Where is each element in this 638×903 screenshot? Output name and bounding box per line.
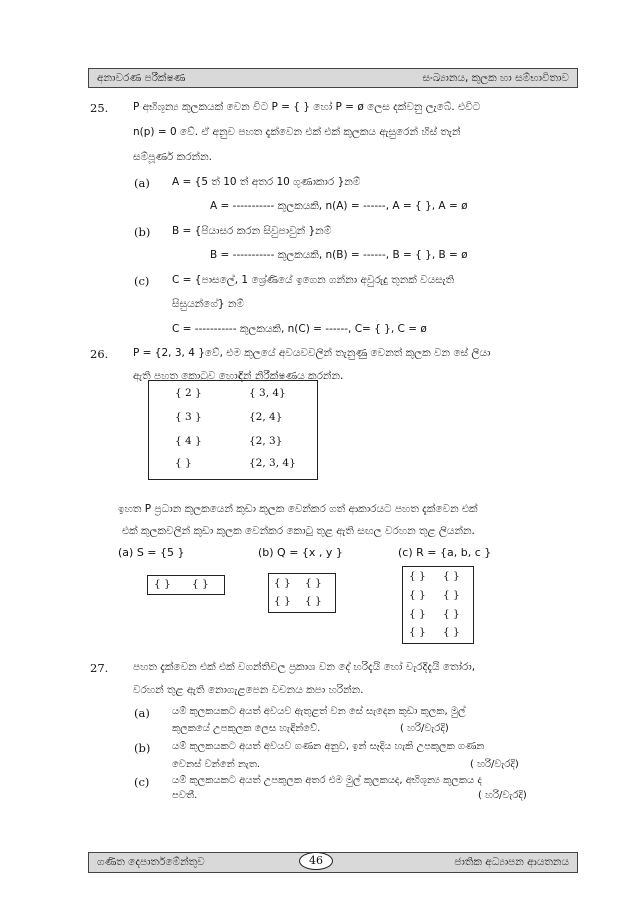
header-right: සංඛ්‍යානය, කුලක හා සම්භාවිතාව xyxy=(422,72,569,84)
q26-number: 26. xyxy=(90,347,109,361)
q25-b-line1: B = {පියාසර කරන සිවුපාවුන් }නම් xyxy=(172,225,332,237)
answer-slot[interactable]: { } xyxy=(192,578,209,590)
answer-slot[interactable]: { } xyxy=(443,589,460,601)
q26-line1: P = {2, 3, 4 }වේ, එම කුලයේ අවයවවලින් තැනුණු වෙනත් කුලක වන සේ ලියා xyxy=(133,347,491,359)
table-cell: { } xyxy=(175,457,192,469)
answer-slot[interactable]: { } xyxy=(409,589,426,601)
q26-para-line2: එක් කුලකවලින් කුඩා කුලක වෙන්කර කොටු තුළ ඇති සඟල වරහන තුළ ලියන්න. xyxy=(122,525,475,537)
answer-slot[interactable]: { } xyxy=(274,595,291,607)
answer-slot[interactable]: { } xyxy=(154,578,171,590)
answer-slot[interactable]: { } xyxy=(443,570,460,582)
header-left: අනාවරණ පරීක්ෂණ xyxy=(97,72,186,84)
q25-a-line2: A = ----------- කුලකයකි, n(A) = ------, A = { }, A = ø xyxy=(210,200,468,212)
table-cell: { 3 } xyxy=(175,411,202,423)
part-a-label: (a) S = {5 } xyxy=(118,546,185,559)
q27-c-line2: පවතී. xyxy=(172,790,198,801)
part-c-label: (c) R = {a, b, c } xyxy=(398,546,492,559)
q25-intro-line1: P අභිශූන්‍ය කුලකයක් වෙන විට P = { } හෝ P = ø ලෙස දක්වනු ලැබේ. එවිට xyxy=(133,101,481,113)
answer-slot[interactable]: { } xyxy=(443,626,460,638)
q27-a-line1: යම් කුලකයකට අයත් අවයව ඇතුළත් වන සේ සැදෙන කුඩා කුලක, මුල් xyxy=(172,706,466,717)
footer-left: ගණිත දෙපාර්තමේන්තුව xyxy=(97,856,205,868)
q25-c-line3: C = ----------- කුලකයකි, n(C) = ------, C= { }, C = ø xyxy=(172,323,427,335)
header-band xyxy=(88,68,578,88)
q26-line2: ඇති පහත කොටුව හොඳින් නිරීක්ෂණය කරන්න. xyxy=(133,370,344,382)
part-b-answer-box[interactable] xyxy=(268,573,336,613)
q27-b-line1: යම් කුලකයකට අයත් අවයව ගණන අනුව, ඉන් සෑදිය හැකි උපකුලක ගණන xyxy=(172,741,485,752)
q27-number: 27. xyxy=(90,661,109,675)
q27-c-label: (c) xyxy=(134,775,150,789)
footer-band xyxy=(88,852,578,873)
table-cell: {2, 3, 4} xyxy=(249,457,296,469)
q27-a-answer[interactable]: ( හරි/වැරදි) xyxy=(400,723,449,734)
subsets-table xyxy=(148,380,318,480)
q25-c-line2: සිසුයන්ගේ} නම් xyxy=(172,298,244,310)
q25-intro-line3: සම්පූර්ණ කරන්න. xyxy=(133,151,212,163)
q25-b-line2: B = ----------- කුලකයකි, n(B) = ------, B = { }, B = ø xyxy=(210,249,468,261)
q25-b-label: (b) xyxy=(134,225,151,239)
q27-b-label: (b) xyxy=(134,741,151,755)
q27-c-answer[interactable]: ( හරි/වැරදි) xyxy=(478,790,527,801)
q27-c-line1: යම් කුලකයකට අයත් උපකුලක අතර එම මුල් කුලකයද, අභිශූන්‍ය කුලකය ද xyxy=(172,775,482,786)
table-cell: { 3, 4} xyxy=(249,387,286,399)
q27-line1: පහත දැක්වෙන එක් එක් වගන්තිවල ප්‍රකාශ වන දේ හරිදැයි හෝ වැරදිදැයි තෝරා, xyxy=(133,661,476,673)
page-number: 46 xyxy=(299,852,333,870)
table-cell: { 2 } xyxy=(175,387,202,399)
answer-slot[interactable]: { } xyxy=(305,595,322,607)
table-cell: {2, 4} xyxy=(249,411,283,423)
q26-para-line1: ඉහත P ප්‍රධාන කුලකයෙන් කුඩා කුලක වෙන්කර ගත් ආකාරයට පහත දැක්වෙන එක් xyxy=(118,503,478,515)
q27-b-line2: වෙනස් වන්නේ නැත. xyxy=(172,759,261,770)
q27-b-answer[interactable]: ( හරි/වැරදි) xyxy=(470,759,519,770)
table-cell: { 4 } xyxy=(175,435,202,447)
part-c-answer-box[interactable] xyxy=(402,566,474,644)
footer-right: ජාතික අධ්‍යාපන ආයතනය xyxy=(454,856,569,868)
part-b-label: (b) Q = {x , y } xyxy=(258,546,343,559)
answer-slot[interactable]: { } xyxy=(409,608,426,620)
answer-slot[interactable]: { } xyxy=(305,577,322,589)
q25-c-line1: C = {පාසලේ, 1 ශ්‍රේණියේ ඉගෙන ගන්නා අවුරුදු තුනක් වයසැති xyxy=(172,274,455,286)
answer-slot[interactable]: { } xyxy=(274,577,291,589)
q27-a-label: (a) xyxy=(134,706,150,720)
table-cell: {2, 3} xyxy=(249,435,283,447)
q25-intro-line2: n(p) = 0 වේ. ඒ අනුව පහත දැක්වෙන එක් එක් කුලකය ඇසුරෙන් හිස් තැන් xyxy=(133,126,461,138)
answer-slot[interactable]: { } xyxy=(443,608,460,620)
q25-c-label: (c) xyxy=(134,274,150,288)
q27-a-line2: කුලකයේ උපකුලක ලෙස හැඳින්වේ. xyxy=(172,723,321,734)
part-a-answer-box[interactable] xyxy=(147,575,225,595)
q25-a-line1: A = {5 ත් 10 ත් අතර 10 ගුණාකාර }නම් xyxy=(172,176,361,188)
answer-slot[interactable]: { } xyxy=(409,570,426,582)
q27-line2: වරහන් තුළ ඇති නොගැළපෙන වචනය කපා හරින්න. xyxy=(133,684,364,696)
answer-slot[interactable]: { } xyxy=(409,626,426,638)
q25-a-label: (a) xyxy=(134,176,150,190)
q25-number: 25. xyxy=(90,101,109,115)
